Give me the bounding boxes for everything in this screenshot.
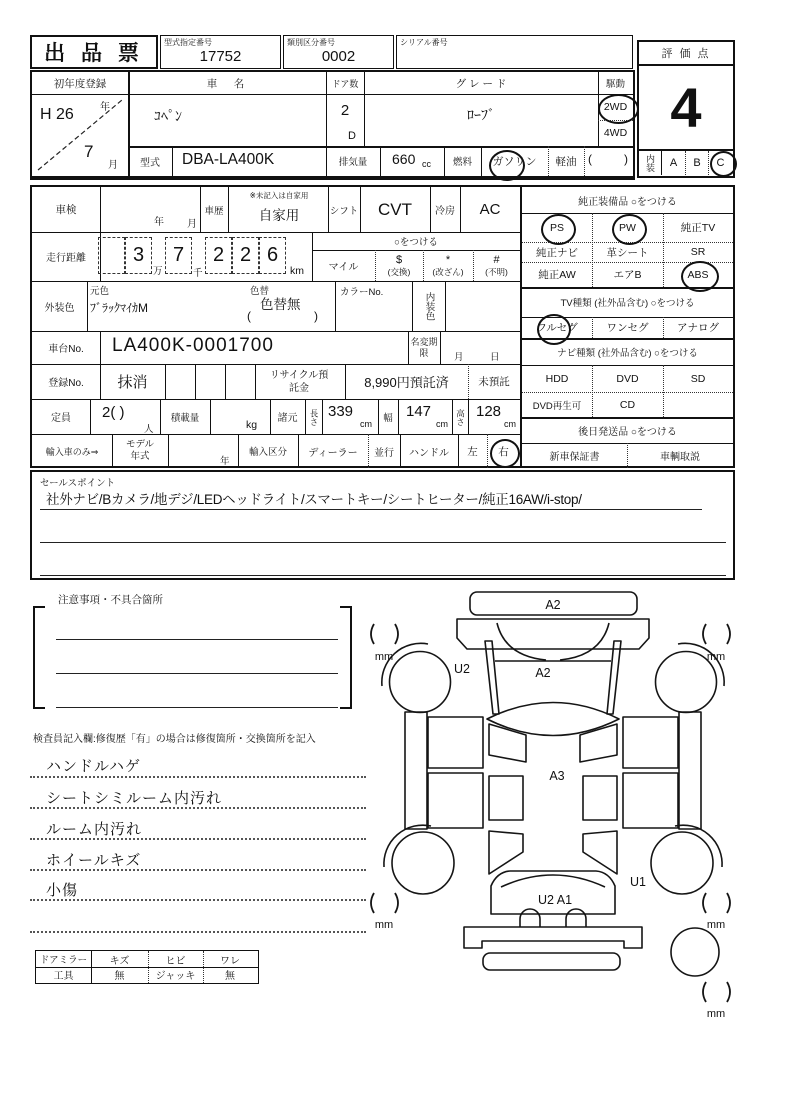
left-lower-brace: [489, 831, 523, 874]
tools-cell: ジャッキ: [155, 971, 196, 982]
tools-cell: キズ: [109, 955, 130, 967]
caution-bracket-right: [340, 606, 352, 709]
caution-line: [56, 673, 338, 674]
model-number-label: 型式指定番号: [164, 38, 212, 47]
mm-spare: mm: [706, 1008, 726, 1020]
handle-label: ハンドル: [409, 447, 449, 459]
divider: [32, 94, 633, 95]
left-rear-door-shape: [428, 773, 483, 828]
history-note: ※未記入は自家用: [249, 190, 309, 200]
model-number-value: 17752: [199, 47, 242, 65]
navi-type-title: ナビ種類 (社外品含む) ○をつける: [557, 347, 698, 359]
fuel-gasoline: ガソリン: [492, 156, 537, 168]
first-reg-year-unit: 年: [100, 102, 110, 113]
right-headlight-arc: [560, 623, 609, 660]
fuel-diesel: 軽油: [555, 155, 577, 168]
circle-mark-pw: [612, 214, 647, 245]
mark-desc: (交換): [387, 266, 411, 277]
fuel-paren-close: ): [624, 152, 628, 166]
caution-line: [56, 639, 338, 640]
mileage-digit: 6: [259, 237, 286, 274]
inspector-line: [30, 931, 366, 933]
shift-value: CVT: [378, 199, 412, 219]
height-unit: cm: [504, 419, 516, 429]
circle-mark-handle-right: [490, 439, 520, 468]
model-year-unit: 年: [220, 456, 230, 467]
inspector-line: [30, 838, 366, 840]
mileage-digit: 3: [125, 237, 152, 274]
load-unit: kg: [246, 419, 258, 431]
serial-number-value: [397, 45, 632, 67]
left-front-door-shape: [428, 717, 483, 768]
doors-note: D: [348, 130, 356, 142]
interior-grade-a: A: [669, 157, 678, 169]
height-label: 高さ: [455, 408, 466, 426]
sales-point-label: セールスポイント: [40, 478, 116, 489]
orig-color-label: 元色: [90, 286, 110, 297]
drive-label: 駆動: [605, 79, 625, 90]
sales-point-line1: 社外ナビ/Bカメラ/地デジ/LEDヘッドライト/スマートキー/シートヒーター/純正16AW/i-stop/: [46, 492, 582, 507]
reg-no-label: 登録No.: [48, 378, 84, 389]
shift-label: シフト: [329, 205, 359, 217]
serial-number-box: [396, 35, 633, 69]
recycle-unpaid: 未預託: [478, 376, 510, 388]
color-change-value: 色替無: [260, 297, 301, 312]
first-reg-month: 7: [84, 142, 94, 161]
label-floor: A3: [549, 769, 565, 783]
left-rail-shape: [485, 641, 499, 714]
first-reg-label: 初年度登録: [53, 77, 107, 90]
recycle-value: 8,990円預託済: [364, 375, 449, 390]
circle-mark-abs: [681, 261, 719, 292]
drive-4wd: 4WD: [603, 127, 628, 139]
handle-right: 右: [498, 445, 509, 458]
doors-value: 2: [340, 101, 350, 119]
equip-ps: PS: [549, 221, 564, 234]
equip-pw: PW: [619, 221, 636, 234]
right-lower-brace: [583, 831, 617, 874]
rear-deck-arc: [501, 875, 605, 887]
circle-mark-interior-c: [710, 151, 737, 177]
inspector-note: 検査員記入欄:修復歴「有」の場合は修復箇所・交換箇所を記入: [33, 734, 316, 745]
mileage-label: 走行距離: [46, 253, 86, 264]
mark-desc: (不明): [485, 266, 508, 277]
displacement-unit: cc: [422, 159, 431, 169]
equip-airbag: エアB: [613, 269, 642, 281]
right-front-door-shape: [623, 717, 678, 768]
tv-oneseg: ワンセグ: [606, 322, 649, 334]
shipping-title: 後日発送品 ○をつける: [578, 426, 677, 438]
mark-sym: #: [493, 253, 500, 266]
caution-label: 注意事項・不具合箇所: [58, 594, 163, 606]
score-title: 評 価 点: [639, 42, 733, 66]
inspector-line: [30, 807, 366, 809]
mileage-mark-unknown: [473, 250, 520, 281]
displacement-label: 排気量: [338, 157, 368, 168]
navi-empty: [663, 392, 733, 417]
front-left-fender-arc: [382, 643, 428, 686]
rename-month-unit: 月: [454, 352, 464, 363]
color-change-label: 色替: [250, 286, 270, 297]
car-damage-diagram: [356, 583, 788, 1035]
interior-color-label: 内装色: [423, 291, 435, 321]
height-value: 128: [476, 403, 502, 420]
first-reg-month-unit: 月: [108, 160, 118, 171]
width-value: 147: [406, 403, 432, 420]
navi-cd: CD: [619, 398, 636, 411]
circle-mark-2wd: [598, 94, 639, 124]
tools-table: [35, 950, 259, 984]
mileage-digit: 7: [165, 237, 192, 274]
spare-bracket: [703, 982, 730, 1002]
shipping-manual: 車輌取説: [660, 452, 700, 463]
front-left-bracket: [371, 624, 398, 644]
equipment-title: 純正装備品 ○をつける: [578, 196, 677, 208]
mark-desc: (改ざん): [432, 266, 464, 277]
shaken-month-unit: 月: [187, 219, 197, 230]
cowl-shape: [487, 703, 619, 736]
mark-sym: *: [445, 253, 451, 266]
interior-label: 内装: [639, 151, 662, 175]
mileage-mark-tampered: [423, 250, 473, 281]
label-rear-right-quarter: U1: [630, 875, 646, 889]
import-division-label: 輸入区分: [248, 447, 287, 458]
shaken-year-unit: 年: [154, 217, 164, 228]
inspector-line: [30, 899, 366, 901]
navi-hdd: HDD: [545, 372, 569, 385]
left-mid-member: [489, 776, 523, 820]
chassis-no-label: 車台No.: [48, 344, 84, 355]
exterior-color-label: 外装色: [44, 302, 75, 314]
grade-value: ﾛｰﾌﾞ: [467, 107, 495, 123]
rear-bump-right: [566, 909, 586, 927]
reg-no-value: 抹消: [117, 374, 148, 391]
import-dealer: ディーラー: [308, 447, 358, 459]
ac-label: 冷房: [435, 206, 455, 217]
divider: [584, 146, 585, 176]
score-value: 4: [670, 76, 702, 139]
car-name-value: ｺﾍﾟﾝ: [154, 108, 182, 124]
tv-fullseg: フルセグ: [536, 322, 578, 334]
rear-right-wheel: [651, 832, 713, 894]
inspector-line: [30, 869, 366, 871]
equip-tv: 純正TV: [680, 222, 716, 234]
equip-navi: 純正ナビ: [536, 246, 578, 259]
import-parallel: 並行: [374, 447, 394, 459]
navi-dvd-play: DVD再生可: [532, 400, 582, 412]
spare-tire: [671, 928, 719, 976]
rear-left-bracket: [371, 893, 398, 913]
front-right-bracket: [703, 624, 730, 644]
right-mid-member: [583, 776, 617, 820]
mileage-mile: マイル: [328, 262, 359, 273]
interior-grade-c: C: [708, 151, 732, 175]
navi-sd: SD: [690, 372, 706, 385]
navi-dvd: DVD: [616, 372, 639, 385]
equip-aw: 純正AW: [538, 269, 576, 281]
model-code-value: DBA-LA400K: [182, 151, 275, 168]
label-front-bumper: A2: [545, 598, 561, 612]
interior-grade-b: B: [685, 151, 708, 175]
inspector-item: ルーム内汚れ: [46, 821, 143, 838]
length-label: 長さ: [309, 408, 319, 426]
capacity-unit: 人: [144, 424, 154, 435]
displacement-value: 660: [392, 151, 416, 167]
mileage-digit: 2: [232, 237, 259, 274]
car-name-label: 車 名: [206, 77, 248, 90]
tv-analog: アナログ: [677, 322, 719, 334]
class-number-value: 0002: [321, 47, 356, 65]
rear-right-bracket: [703, 893, 730, 913]
circle-mark-ps: [541, 214, 576, 245]
recycle-label: リサイクル預託金: [269, 370, 329, 394]
model-number-box: [160, 35, 281, 69]
class-number-label: 類別区分番号: [287, 38, 335, 47]
mm-front-left: mm: [374, 651, 394, 663]
caution-bracket-left: [33, 606, 45, 709]
mileage-digit: 2: [205, 237, 232, 274]
tools-cell: ヒビ: [165, 955, 186, 967]
vehicle-table: [30, 70, 635, 180]
right-sill-shape: [679, 712, 701, 829]
tv-type-title: TV種類 (社外品含む) ○をつける: [560, 298, 695, 309]
color-paren-close: ): [314, 309, 318, 323]
sales-point-box: [30, 470, 735, 580]
color-paren-open: (: [247, 309, 251, 323]
right-rail-shape: [607, 641, 621, 714]
capacity-label: 定員: [51, 413, 71, 424]
rename-deadline-label: 名変期限: [410, 337, 438, 358]
import-only-label: 輸入車のみ⇒: [45, 446, 99, 457]
inspector-item: ハンドルハゲ: [46, 758, 141, 775]
mileage-sen: 千: [193, 268, 203, 279]
displacement-cell: [380, 146, 444, 176]
length-value: 339: [328, 403, 354, 420]
model-year-label: モデル年式: [125, 439, 155, 462]
tools-cell: ワレ: [220, 955, 240, 967]
rear-bumper-bar2: [483, 953, 620, 970]
mm-rear-right: mm: [706, 919, 726, 931]
mileage-mark-exchange: [375, 250, 423, 281]
dims-label: 諸元: [277, 413, 298, 424]
inspector-item: ホイールキズ: [46, 852, 142, 869]
width-unit: cm: [436, 419, 448, 429]
ac-value: AC: [479, 201, 501, 218]
handle-left: 左: [467, 445, 478, 458]
class-number-box: [283, 35, 394, 69]
circle-mark-gasoline: [489, 150, 525, 181]
left-sill-shape: [405, 712, 427, 829]
shaken-label: 車検: [55, 204, 77, 216]
fuel-paren-open: (: [588, 152, 592, 166]
tools-cell: 無: [114, 971, 125, 982]
tools-cell: 工具: [53, 971, 74, 982]
mm-rear-left: mm: [374, 919, 394, 931]
tools-cell: ドアミラー: [39, 955, 88, 966]
rear-bumper-bar1: [464, 927, 642, 948]
mileage-circle-note: ○をつける: [394, 237, 438, 248]
color-no-label: カラーNo.: [340, 287, 384, 298]
label-rear-panel: U2 A1: [537, 893, 573, 907]
mileage-unit: km: [290, 265, 304, 277]
equip-abs: ABS: [687, 268, 709, 281]
serial-number-label: シリアル番号: [400, 38, 448, 47]
rear-left-wheel: [392, 832, 454, 894]
load-label: 積載量: [170, 412, 200, 424]
mileage-digit: [98, 237, 125, 274]
label-front-left-fender: U2: [454, 662, 470, 676]
label-hood: A2: [535, 666, 551, 680]
front-right-fender-arc: [678, 643, 724, 686]
width-label: 幅: [383, 412, 393, 424]
fuel-label: 燃料: [452, 157, 472, 168]
model-code-label: 型式: [140, 157, 160, 169]
first-reg-year: H 26: [40, 106, 74, 123]
equip-sr: SR: [690, 246, 706, 258]
right-upper-brace: [580, 724, 617, 762]
left-headlight-arc: [497, 623, 546, 660]
drive-2wd: 2WD: [603, 101, 628, 113]
inspector-item: シートシミルーム内汚れ: [46, 790, 223, 807]
history-label: 車歴: [204, 205, 224, 217]
doors-label: ドア数: [331, 78, 359, 89]
rear-bump-left: [520, 909, 540, 927]
history-value: 自家用: [258, 208, 300, 223]
equip-leather: 革シート: [606, 246, 649, 259]
grade-label: グ レ ー ド: [455, 77, 507, 90]
chassis-no-value: LA400K-0001700: [112, 335, 274, 356]
right-rear-door-shape: [623, 773, 678, 828]
orig-color-value: ﾌﾞﾗｯｸﾏｲｶM: [90, 301, 148, 315]
divider: [172, 146, 173, 176]
inspector-item: 小傷: [46, 882, 79, 899]
capacity-value: 2( ): [102, 404, 125, 421]
inspector-line: [30, 776, 366, 778]
rename-day-unit: 日: [490, 352, 500, 363]
front-left-wheel: [390, 652, 451, 713]
tools-cell: 無: [225, 971, 235, 982]
left-upper-brace: [489, 724, 526, 762]
caution-line: [56, 707, 338, 708]
mileage-man: 万: [153, 266, 163, 277]
mark-sym: $: [395, 253, 403, 266]
circle-mark-fullseg: [537, 314, 571, 345]
mm-front-right: mm: [706, 651, 726, 663]
shipping-warranty: 新車保証書: [549, 452, 600, 463]
sheet-title: 出 品 票: [30, 35, 158, 69]
length-unit: cm: [360, 419, 372, 429]
